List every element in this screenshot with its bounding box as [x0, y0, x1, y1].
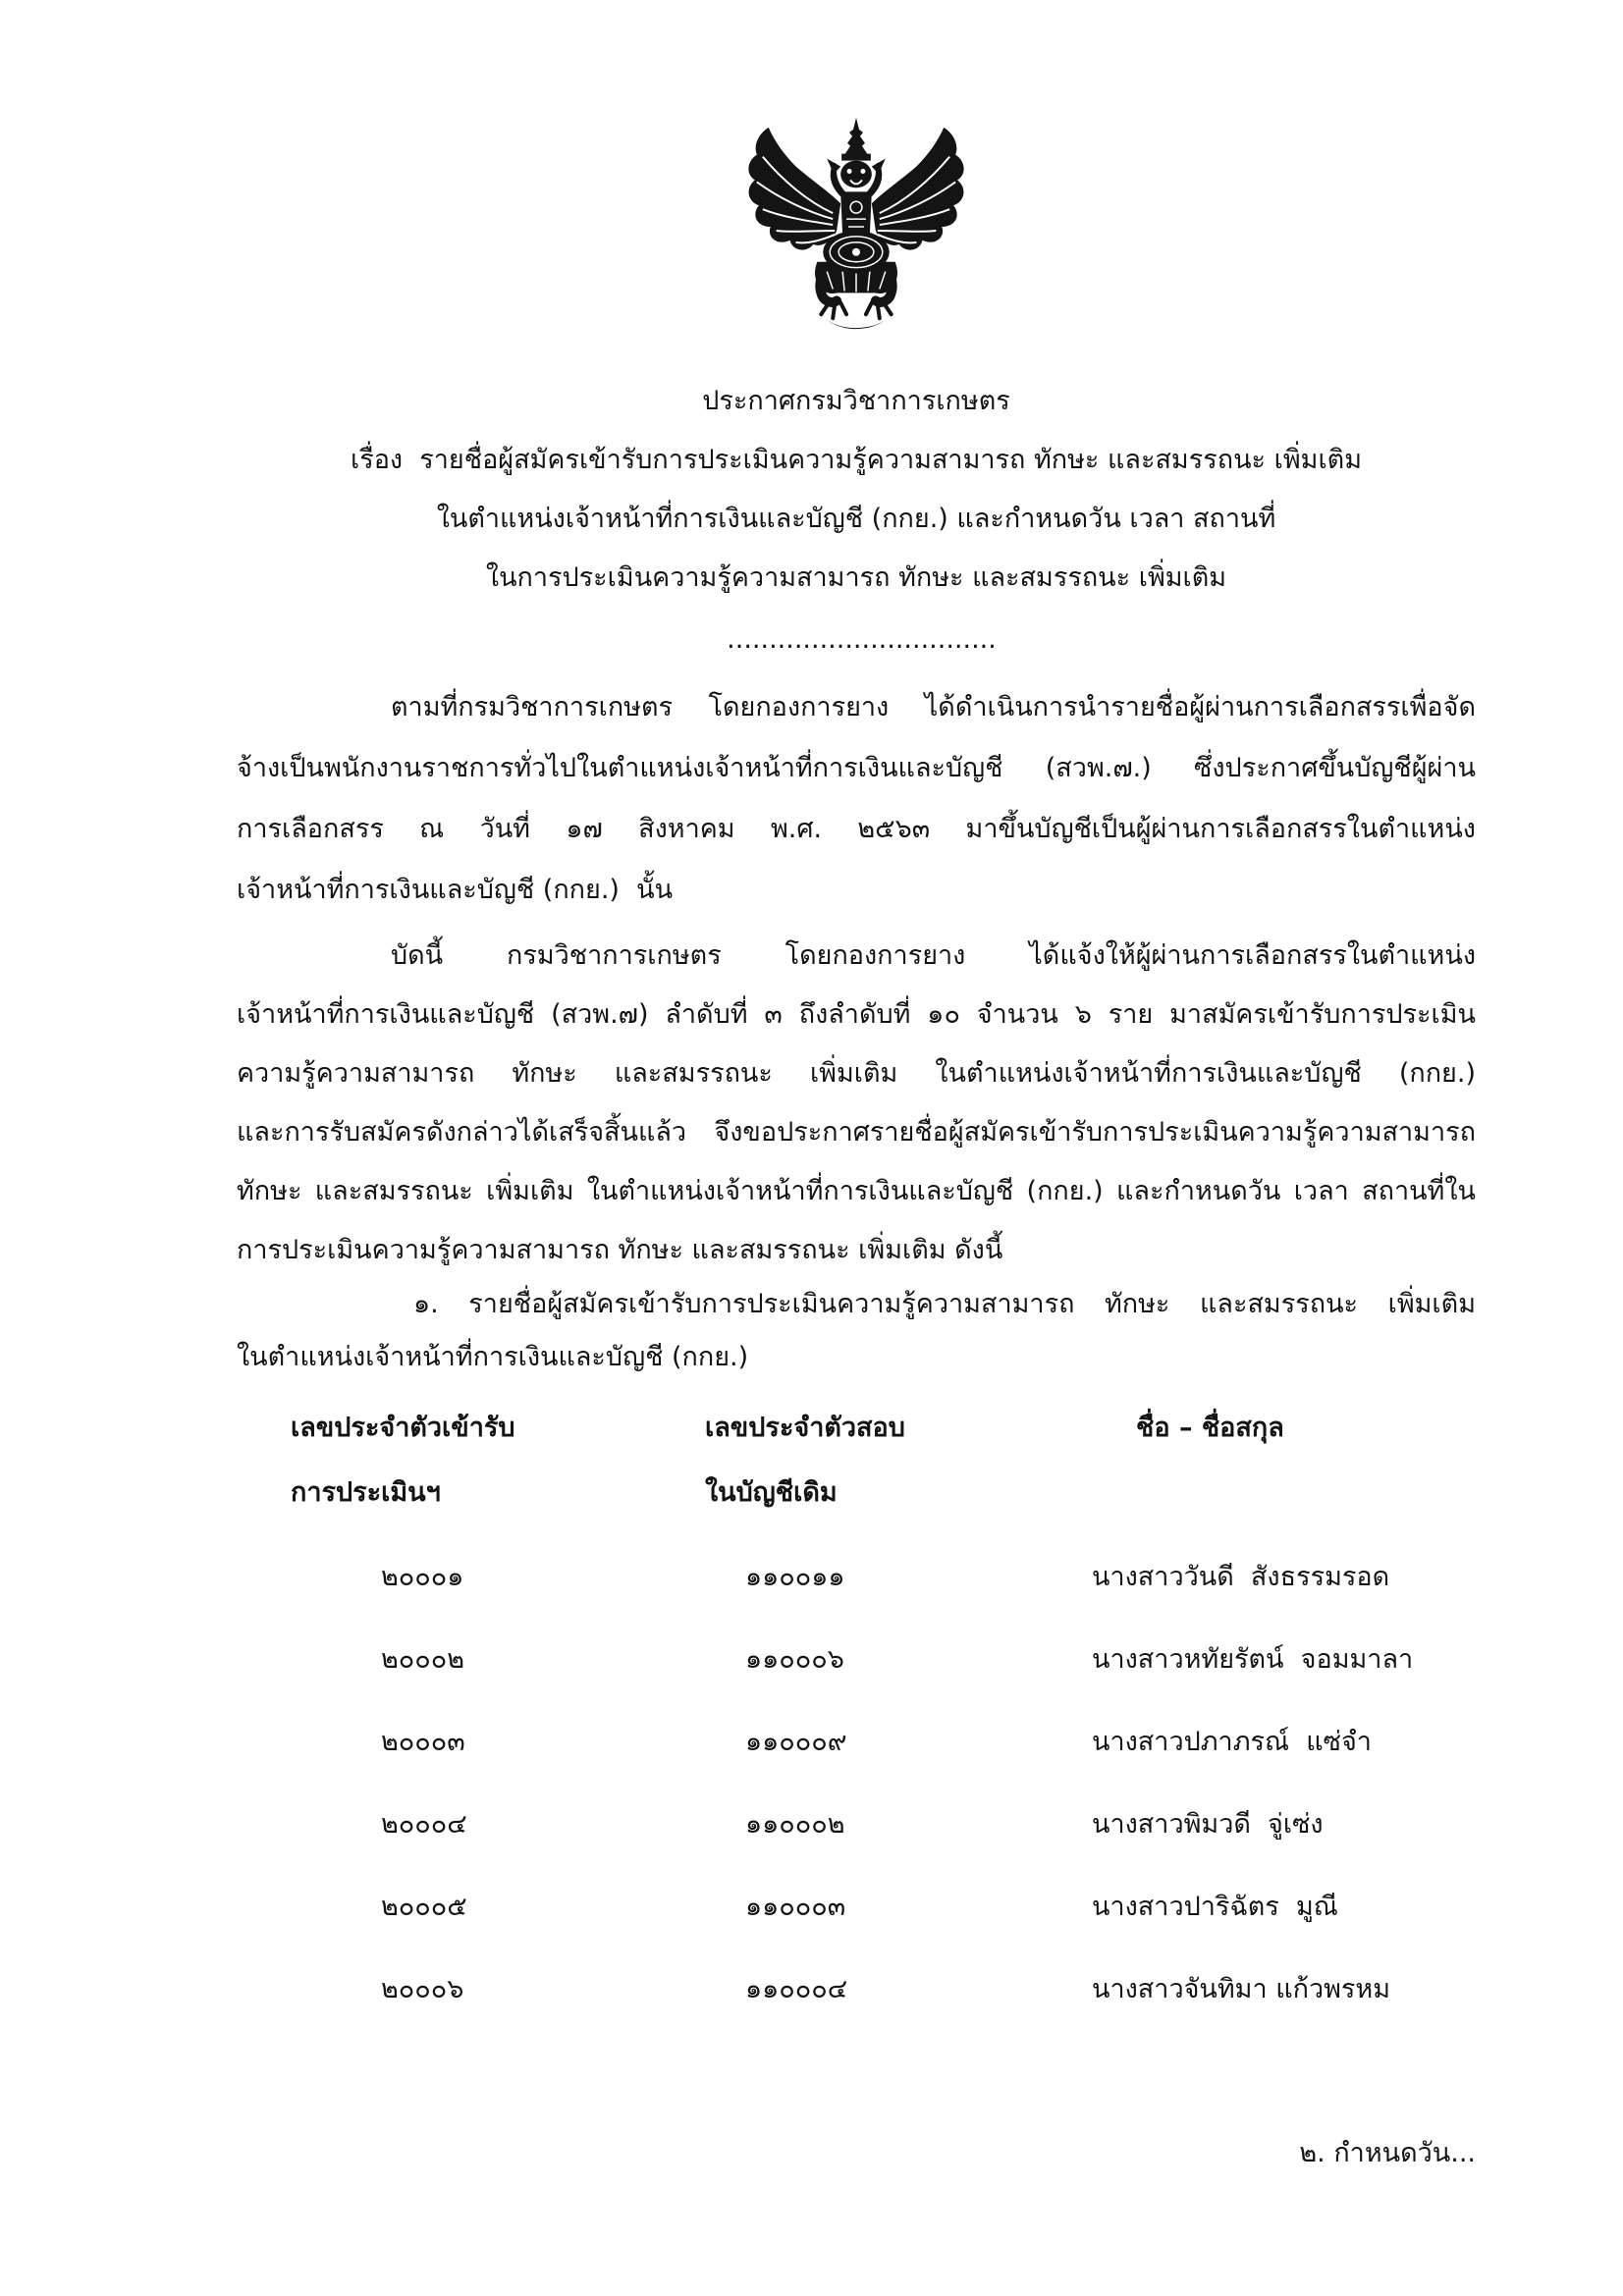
paragraph-2-line: บัดนี้ กรมวิชาการเกษตร โดยกองการยาง ได้แจ้งให้ผู้ผ่านการเลือกสรรในตำแหน่ง	[391, 940, 1476, 971]
exam-number-cell: ๑๑๐๐๑๑	[745, 1562, 845, 1592]
assessment-number-cell: ๒๐๐๐๔	[381, 1809, 467, 1840]
continuation-note: ๒. กำหนดวัน...	[1299, 2138, 1476, 2168]
table-row	[0, 1800, 1623, 1849]
header-exam-number	[705, 1396, 905, 1525]
paragraph-2-line: ความรู้ความสามารถ ทักษะ และสมรรถนะ เพิ่มเติม ในตำแหน่งเจ้าหน้าที่การเงินและบัญชี (กกย.)	[237, 1058, 1476, 1089]
paragraph-2-line: การประเมินความรู้ความสามารถ ทักษะ และสมรรถนะ เพิ่มเติม ดังนี้	[237, 1235, 1003, 1265]
table-row	[0, 1883, 1623, 1932]
table-row	[0, 1965, 1623, 2014]
header-full-name	[1136, 1396, 1284, 1461]
item-1	[237, 1278, 1476, 1384]
announcement-title: ประกาศกรมวิชาการเกษตร	[702, 386, 1010, 416]
item-1-line: ๑. รายชื่อผู้สมัครเข้ารับการประเมินความรู้ความสามารถ ทักษะ และสมรรถนะ เพิ่มเติม	[413, 1289, 1476, 1319]
table-row	[0, 1718, 1623, 1767]
assessment-number-cell: ๒๐๐๐๓	[381, 1727, 465, 1757]
paragraph-1-line: ตามที่กรมวิชาการเกษตร โดยกองการยาง ได้ดำเนินการนำรายชื่อผู้ผ่านการเลือกสรรเพื่อจัด	[391, 692, 1476, 722]
paragraph-2-line: ทักษะ และสมรรถนะ เพิ่มเติม ในตำแหน่งเจ้าหน้าที่การเงินและบัญชี (กกย.) และกำหนดวัน เวลา สถานที่ใน	[237, 1176, 1476, 1206]
exam-number-cell: ๑๑๐๐๐๙	[745, 1727, 847, 1757]
assessment-number-cell: ๒๐๐๐๑	[381, 1562, 464, 1592]
item-1-line: ในตำแหน่งเจ้าหน้าที่การเงินและบัญชี (กกย.)	[237, 1342, 749, 1372]
header-assessment-number	[291, 1396, 515, 1525]
paragraph-1-line: จ้างเป็นพนักงานราชการทั่วไปในตำแหน่งเจ้าหน้าที่การเงินและบัญชี (สวพ.๗.) ซึ่งประกาศขึ้นบัญชีผู้ผ่าน	[237, 753, 1476, 783]
paragraph-1-line: การเลือกสรร ณ วันที่ ๑๗ สิงหาคม พ.ศ. ๒๕๖๓ มาขึ้นบัญชีเป็นผู้ผ่านการเลือกสรรในตำแหน่ง	[237, 814, 1476, 844]
assessment-number-cell: ๒๐๐๐๒	[381, 1644, 465, 1675]
header-line: ในบัญชีเดิม	[705, 1477, 838, 1508]
exam-number-cell: ๑๑๐๐๐๒	[745, 1809, 845, 1840]
emblem-crown	[841, 118, 871, 161]
name-cell: นางสาวจันทิมา แก้วพรหม	[1092, 1974, 1391, 2004]
paragraph-2-line: และการรับสมัครดังกล่าวได้เสร็จสิ้นแล้ว จึงขอประกาศรายชื่อผู้สมัครเข้ารับการประเมินความรู้ความสามารถ	[237, 1117, 1476, 1148]
announcement-heading	[237, 372, 1476, 608]
paragraph-1-line: เจ้าหน้าที่การเงินและบัญชี (กกย.) นั้น	[237, 875, 674, 905]
dotted-separator: ................................	[727, 624, 997, 655]
paragraph-1	[237, 677, 1476, 921]
exam-number-cell: ๑๑๐๐๐๓	[745, 1892, 846, 1922]
garuda-emblem	[738, 116, 974, 340]
exam-number-cell: ๑๑๐๐๐๖	[745, 1644, 844, 1675]
header-line: การประเมินฯ	[291, 1477, 441, 1508]
name-cell: นางสาวปภาภรณ์ แซ่จำ	[1092, 1727, 1372, 1757]
name-cell: นางสาวพิมวดี จู่เซ่ง	[1092, 1809, 1324, 1840]
assessment-number-cell: ๒๐๐๐๖	[381, 1974, 464, 2004]
candidate-list	[0, 1553, 1623, 2063]
paragraph-2-line: เจ้าหน้าที่การเงินและบัญชี (สวพ.๗) ลำดับที่ ๓ ถึงลำดับที่ ๑๐ จำนวน ๖ ราย มาสมัครเข้ารับการประเมิน	[237, 999, 1476, 1030]
exam-number-cell: ๑๑๐๐๐๔	[745, 1974, 848, 2004]
header-line: เลขประจำตัวสอบ	[705, 1413, 905, 1443]
subject-line: ในการประเมินความรู้ความสามารถ ทักษะ และสมรรถนะ เพิ่มเติม	[485, 562, 1227, 593]
assessment-number-cell: ๒๐๐๐๕	[381, 1892, 467, 1922]
paragraph-2	[237, 927, 1476, 1280]
header-line: ชื่อ – ชื่อสกุล	[1136, 1413, 1284, 1443]
table-row	[0, 1635, 1623, 1684]
name-cell: นางสาววันดี สังธรรมรอด	[1092, 1562, 1390, 1592]
table-row	[0, 1553, 1623, 1602]
header-line: เลขประจำตัวเข้ารับ	[291, 1413, 515, 1443]
subject-line: ในตำแหน่งเจ้าหน้าที่การเงินและบัญชี (กกย.) และกำหนดวัน เวลา สถานที่	[436, 504, 1276, 534]
name-cell: นางสาวปาริฉัตร มูณี	[1092, 1892, 1338, 1922]
name-cell: นางสาวหทัยรัตน์ จอมมาลา	[1092, 1644, 1414, 1675]
subject-line: เรื่อง รายชื่อผู้สมัครเข้ารับการประเมินความรู้ความสามารถ ทักษะ และสมรรถนะ เพิ่มเติม	[350, 445, 1363, 475]
